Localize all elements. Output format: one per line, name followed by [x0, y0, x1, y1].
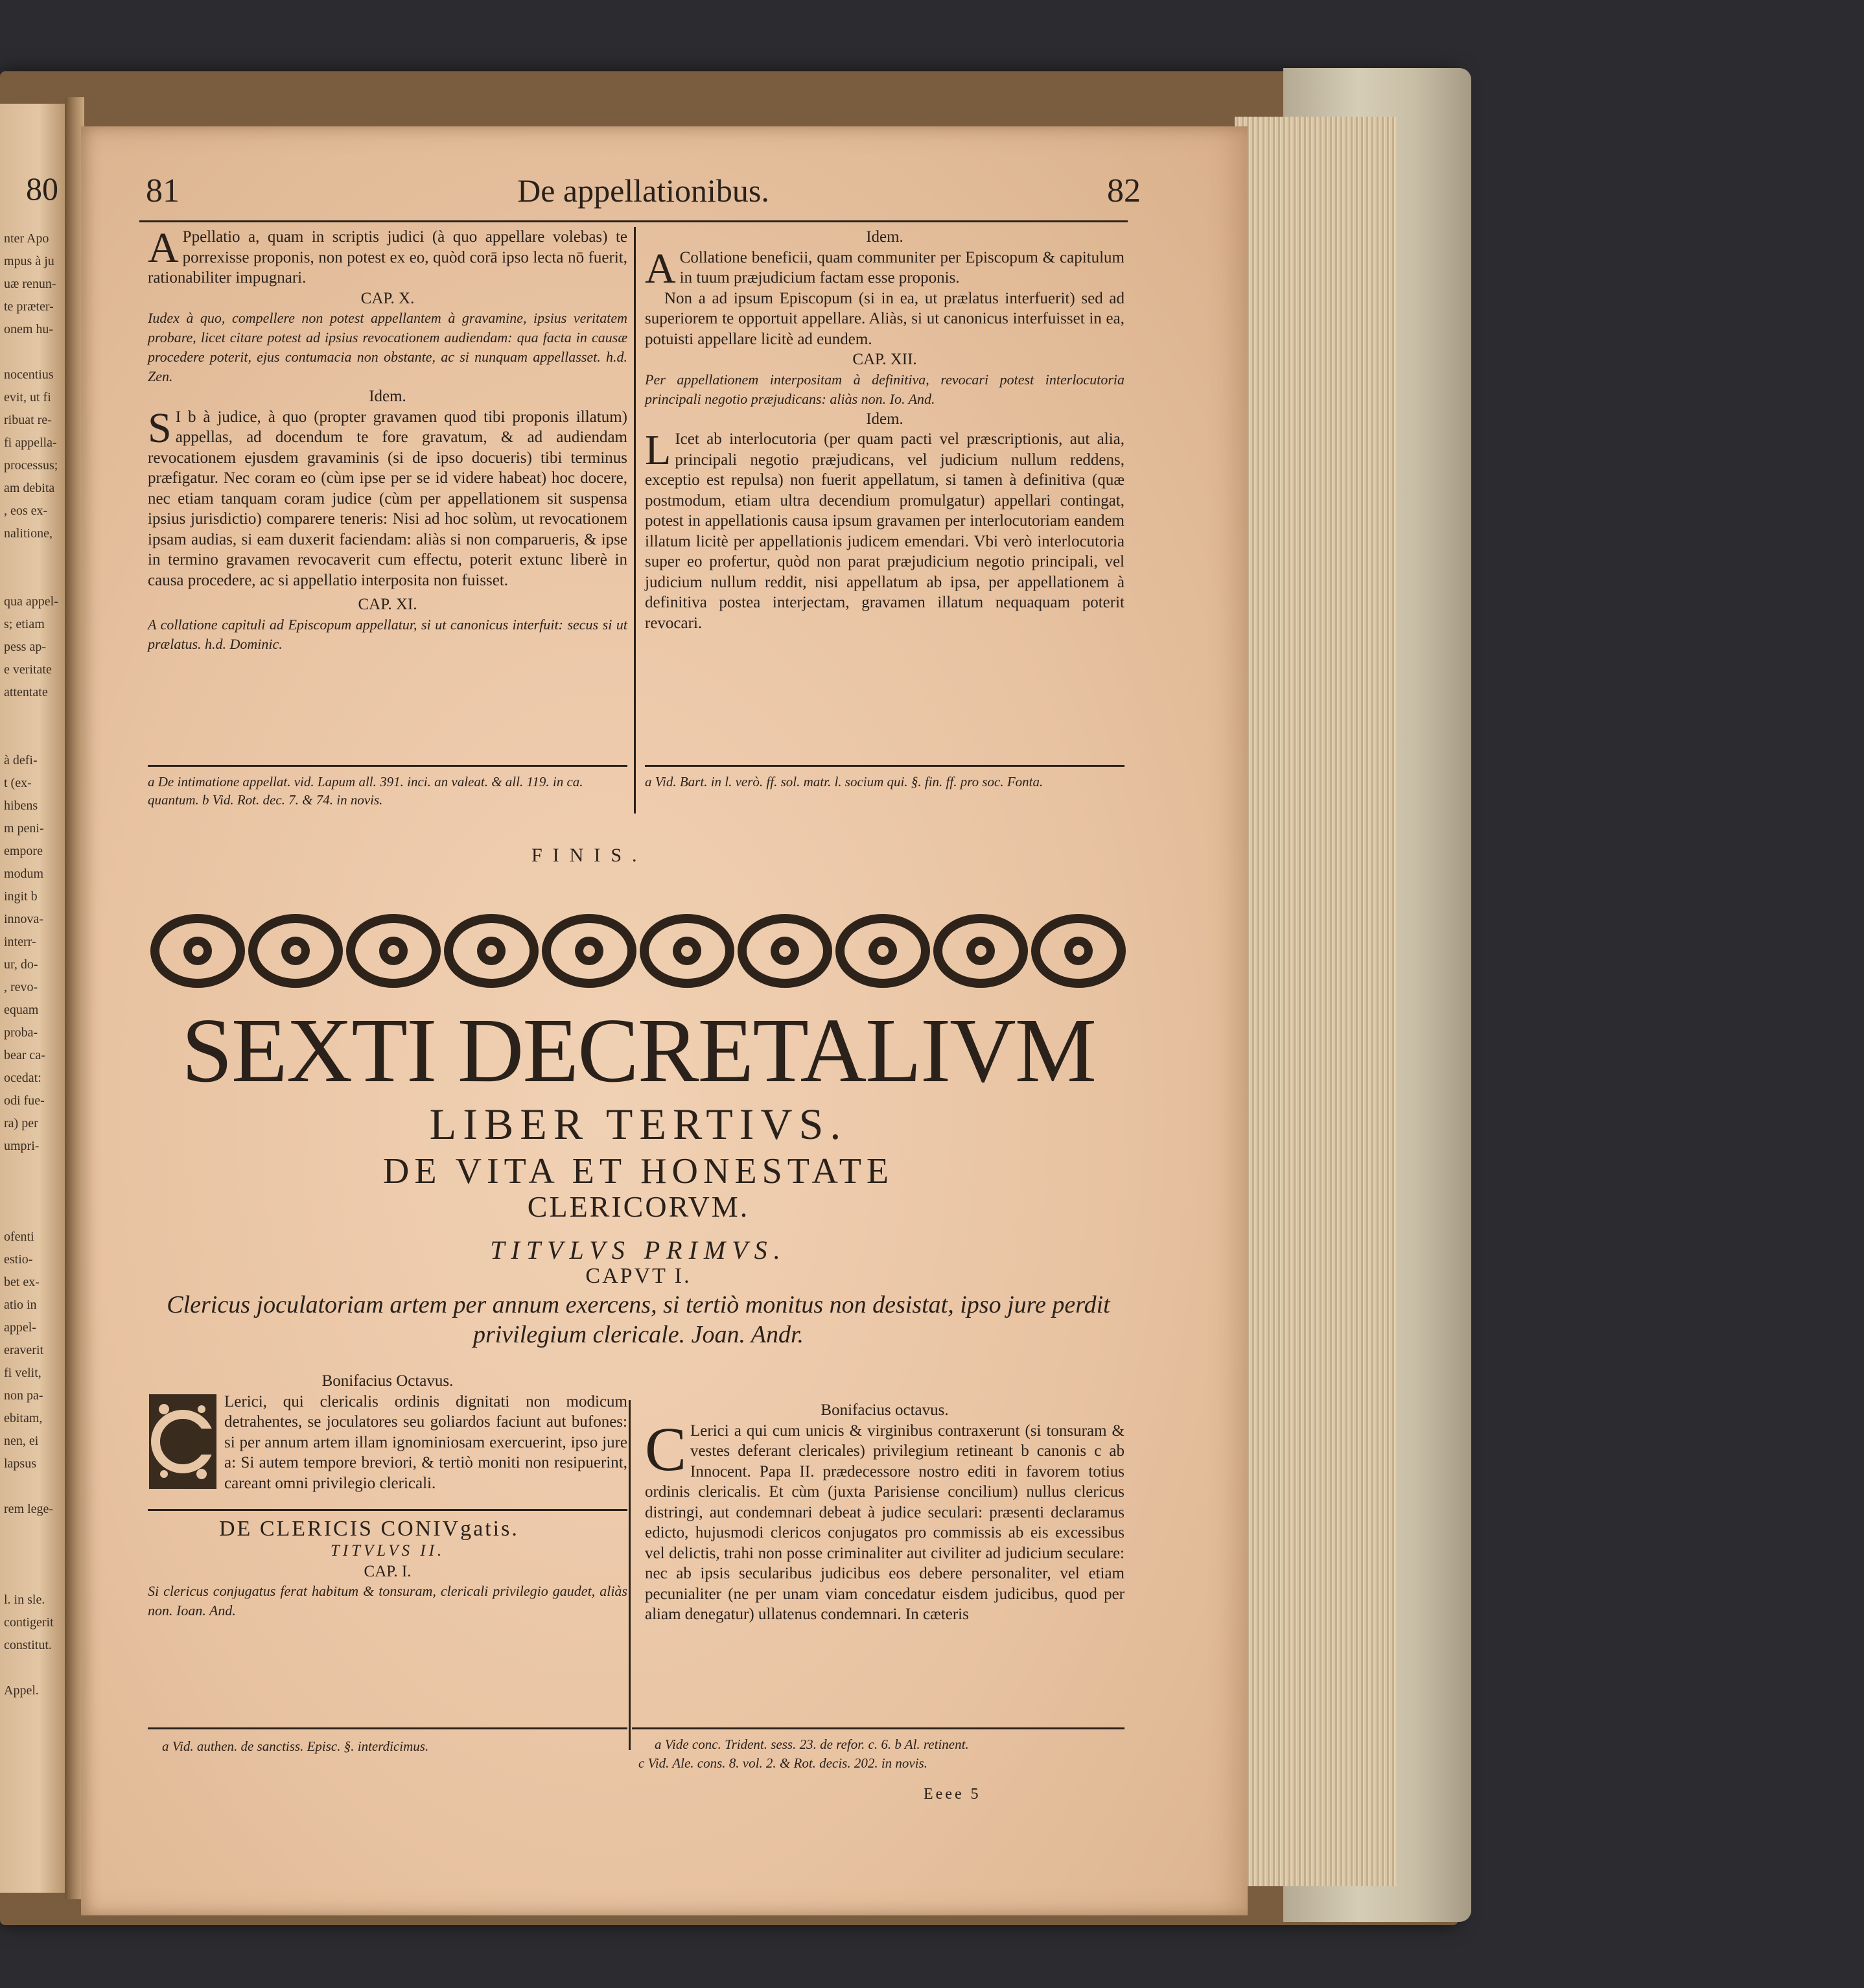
ornamental-band — [149, 907, 1128, 995]
margin-fragment: innova- — [4, 912, 44, 926]
margin-fragment: , revo- — [4, 980, 38, 994]
section-title: DE VITA ET HONESTATE — [382, 1151, 894, 1191]
ornament-cell — [1036, 918, 1121, 983]
margin-fragment: bear ca- — [4, 1048, 45, 1062]
margin-fragment: l. in sle. — [4, 1593, 45, 1607]
margin-fragment: , eos ex- — [4, 504, 48, 518]
margin-fragment: ingit b — [4, 889, 38, 904]
drop-initial: S — [148, 404, 172, 452]
decorated-initial-c — [148, 1393, 218, 1490]
margin-fragment: estio- — [4, 1252, 33, 1267]
margin-fragment: lapsus — [4, 1456, 36, 1471]
signature-mark: Eeee 5 — [924, 1786, 981, 1803]
drop-initial: L — [645, 427, 671, 474]
margin-fragment: bet ex- — [4, 1275, 40, 1289]
margin-fragment: uæ renun- — [4, 277, 56, 291]
running-header — [146, 172, 1141, 215]
column-divider — [634, 227, 636, 813]
margin-fragment: contigerit — [4, 1615, 54, 1630]
paragraph: I b à judice, à quo (propter gravamen quod tibi proponis illatum) appellas, ad docendum te fore gravatum, & ad audiendam revocationem ejusdem gravaminis (si de ipso docueris) tibi terminus præfigatur. Nec coram eo (cùm ipse per se id videre habeat) hoc docere, nec etiam tanquam coram judice (cùm per appellationem sit suspensa ipsius jurisdictio) comparere teneris: Nisi ad hoc solùm, ut revocationem ipsam audias, si eam duxerit faciendam: aliàs si non comparueris, & ipse in termino gravamen revocaverit cum effectu, poterit extunc liberè in causa procedere, ac si appellatio interposita non fuisset. — [148, 408, 627, 589]
paragraph: Icet ab interlocutoria (per quam pacti vel præscriptionis, aut alia, principali negotio præjudicans, vel judicium nullum reddens, exceptio est repulsa) non fuerit appellatum, si tamen à definitiva (quæ postmodum, etiam ultra decendium promulgatur) appellari contingat, potest in appellationis causa ipsum gravamen per interlocutoriam eandem illatum licitè per appellationis judicem emendari. Vbi verò interlocutoria super eo profertur, quòd non parat præjudicium negotio principali, vel judicium nullum reddit, nisi appellatum ab ipsa, per appellationem à definitiva postea interjectam, gravamen illatum nequaquam poterit revocari. — [645, 430, 1124, 632]
margin-fragment: eraverit — [4, 1343, 44, 1357]
chapter-heading: CAP. X. — [360, 289, 415, 307]
drop-initial: C — [645, 1414, 687, 1484]
chapter-summary: Iudex à quo, compellere non potest appellantem à gravamine, ipsius veritatem probare, licet citare potest ad ipsius revocationem audiendam: qua facta in causæ procedere poterit, ejus contumacia non obstante, ac si nunquam appellasset. h.d. Zen. — [148, 310, 627, 384]
chapter-heading: CAP. XII. — [852, 351, 917, 368]
margin-fragment: nocentius — [4, 368, 54, 382]
footnote: a De intimatione appellat. vid. Lapum all. 391. inci. an valeat. & all. 119. in ca. quantum. b Vid. Rot. dec. 7. & 74. in novis. — [148, 774, 583, 808]
margin-fragment: empore — [4, 844, 43, 858]
chapter-summary: A collatione capituli ad Episcopum appellatur, si ut canonicus interfuit: secus si ut prælatus. h.d. Dominic. — [148, 616, 627, 652]
paragraph: Lerici, qui clericalis ordinis dignitati non modicum detrahentes, se joculatores seu goliardos faciunt aut bufones: si per annum artem illam ignominiosam exercuerint, ipso jure a: Si autem tempore breviori, & tertiò moniti non resipuerint, careant omni privilegio clericali. — [224, 1392, 627, 1492]
margin-fragment: fi velit, — [4, 1366, 41, 1380]
margin-fragment: non pa- — [4, 1388, 43, 1403]
chapter-heading: CAP. XI. — [358, 596, 417, 613]
ornament-cell — [644, 918, 730, 983]
margin-fragment: am debita — [4, 481, 55, 495]
author-line: Idem. — [866, 410, 903, 428]
finis-mark: FINIS. — [531, 845, 647, 866]
chapter-summary: Per appellationem interpositam à definitiva, revocari potest interlocutoria principali negotio præjudicans: aliàs non. Io. And. — [645, 371, 1124, 407]
margin-fragment: nter Apo — [4, 231, 49, 246]
margin-fragment: evit, ut fi — [4, 390, 51, 404]
page-number-left: 81 — [146, 172, 180, 209]
ornament-cell — [840, 918, 926, 983]
ornament-cell — [938, 918, 1023, 983]
margin-fragment: ribuat re- — [4, 413, 52, 427]
upper-right-column — [645, 227, 1124, 633]
drop-initial: A — [645, 244, 676, 292]
margin-fragment: e veritate — [4, 662, 52, 677]
margin-fragment: attentate — [4, 685, 48, 699]
margin-fragment: ofenti — [4, 1230, 34, 1244]
margin-fragment: mpus à ju — [4, 254, 54, 268]
footnote-rule-right — [632, 1727, 1124, 1729]
paragraph: Non a ad ipsum Episcopum (si in ea, ut prælatus interfuerit) sed ad superiorem te opportuit appellare. Aliàs, si ut canonicus interfuisset in ea, potuisti appellare licitè ad eundem. — [645, 289, 1124, 348]
running-title: De appellationibus. — [517, 172, 769, 209]
author-line: Idem. — [866, 228, 903, 246]
margin-fragment: ra) per — [4, 1116, 38, 1130]
column-divider — [629, 1400, 631, 1750]
margin-fragment: qua appel- — [4, 594, 58, 609]
margin-fragment: proba- — [4, 1025, 38, 1040]
footnote: c Vid. Ale. cons. 8. vol. 2. & Rot. decis. 202. in novis. — [638, 1755, 927, 1771]
lower-left-column — [148, 1371, 627, 1620]
lower-right-column — [645, 1400, 1124, 1625]
page-edges — [1235, 117, 1397, 1886]
margin-fragment: nen, ei — [4, 1434, 39, 1448]
margin-fragment: interr- — [4, 935, 36, 949]
footnote: a Vid. Bart. in l. verò. ff. sol. matr. l. socium qui. §. fin. ff. pro soc. Fonta. — [645, 774, 1043, 789]
ornament-cell — [155, 918, 240, 983]
book-subtitle: LIBER TERTIVS. — [429, 1099, 848, 1149]
footnote-rule-left — [148, 1727, 627, 1729]
paragraph: Ppellatio a, quam in scriptis judici (à quo appellare volebas) te porrexisse proponis, non potest ex eo, quòd corā ipso lecta nō fuerit, rationabiliter impugnari. — [148, 228, 627, 287]
margin-fragment: m peni- — [4, 821, 44, 836]
margin-fragment: hibens — [4, 799, 38, 813]
margin-fragment: rem lege- — [4, 1502, 54, 1516]
margin-fragment: nalitione, — [4, 526, 52, 541]
margin-fragment: à defi- — [4, 753, 38, 767]
titulus-heading: TITVLVS II. — [330, 1542, 445, 1560]
titulus-heading: TITVLVS PRIMVS. — [490, 1235, 787, 1265]
author-line: Bonifacius octavus. — [821, 1401, 949, 1419]
left-page-number: 80 — [26, 170, 58, 207]
ornament-cell — [253, 918, 338, 983]
margin-fragment: Appel. — [4, 1683, 39, 1698]
footnote-rule-right — [645, 765, 1124, 767]
footnote-rule-left — [148, 765, 627, 767]
margin-fragment: atio in — [4, 1298, 37, 1312]
margin-fragment: ur, do- — [4, 957, 38, 972]
footnote: a Vid. authen. de sanctiss. Episc. §. interdicimus. — [162, 1738, 429, 1754]
section-title: DE CLERICIS CONIVgatis. — [219, 1517, 519, 1541]
margin-fragment: odi fue- — [4, 1093, 45, 1108]
ornament-cell — [449, 918, 534, 983]
upper-left-column — [148, 224, 627, 654]
header-rule — [139, 220, 1128, 222]
margin-fragment: appel- — [4, 1320, 36, 1335]
margin-fragment: equam — [4, 1003, 39, 1017]
footnote: a Vide conc. Trident. sess. 23. de refor. c. 6. b Al. retinent. — [655, 1737, 969, 1752]
caput-heading: CAPVT I. — [585, 1264, 692, 1288]
margin-fragment: t (ex- — [4, 776, 32, 790]
margin-fragment: processus; — [4, 458, 58, 473]
margin-fragment: pess ap- — [4, 640, 46, 654]
author-line: Idem. — [369, 388, 406, 405]
section-rule — [148, 1509, 627, 1511]
chapter-heading: CAP. I. — [364, 1562, 412, 1580]
margin-fragment: ebitam, — [4, 1411, 43, 1425]
margin-fragment: onem hu- — [4, 322, 54, 336]
ornament-cell — [351, 918, 436, 983]
page-number-right: 82 — [1107, 172, 1141, 209]
paragraph: Lerici a qui cum unicis & virginibus contraxerunt (si tonsuram & vestes deferant clericales) privilegium retineant b canonis c ab Innocent. Papa II. prædecessore nostro editi in favorem totius ordinis clericalis. Et cùm (juxta Parisiense concilium) nullus clericus distringi, aut condemnari debeat à judice seculari: præsenti declaramus edicto, hujusmodi clericos conjugatos pro commissis ab eis excessibus vel delictis, trahi non posse criminaliter aut civiliter ad judicium seculare: nec ab ipsis secularibus judicibus eos debere personaliter, vel etiam pecunialiter (ne per unam viam concedatur eisdem judicibus, quod per aliam denegatur) ullatenus condemnari. In cæteris — [645, 1421, 1124, 1623]
caput-summary: Clericus joculatoriam artem per annum exercens, si tertiò monitus non desistat, ipso jure perdit privilegium clericale. Joan. Andr. — [167, 1291, 1110, 1348]
margin-fragment: te præter- — [4, 299, 54, 314]
margin-fragment: constitut. — [4, 1638, 52, 1652]
chapter-summary: Si clericus conjugatus ferat habitum & tonsuram, clericali privilegio gaudet, aliàs non. Ioan. And. — [148, 1583, 627, 1619]
book-title: SEXTI DECRETALIVM — [181, 999, 1095, 1101]
ornament-cell — [742, 918, 828, 983]
margin-fragment: s; etiam — [4, 617, 45, 631]
drop-initial: A — [148, 224, 179, 272]
section-title-cont: CLERICORVM. — [527, 1190, 750, 1223]
ornament-cell — [546, 918, 632, 983]
margin-fragment: ocedat: — [4, 1071, 41, 1085]
margin-fragment: umpri- — [4, 1139, 40, 1153]
paragraph: Collatione beneficii, quam communiter per Episcopum & capitulum in tuum præjudicium factam esse proponis. — [679, 248, 1124, 287]
margin-fragment: modum — [4, 867, 44, 881]
margin-fragment: fi appella- — [4, 436, 57, 450]
author-line: Bonifacius Octavus. — [321, 1372, 454, 1390]
